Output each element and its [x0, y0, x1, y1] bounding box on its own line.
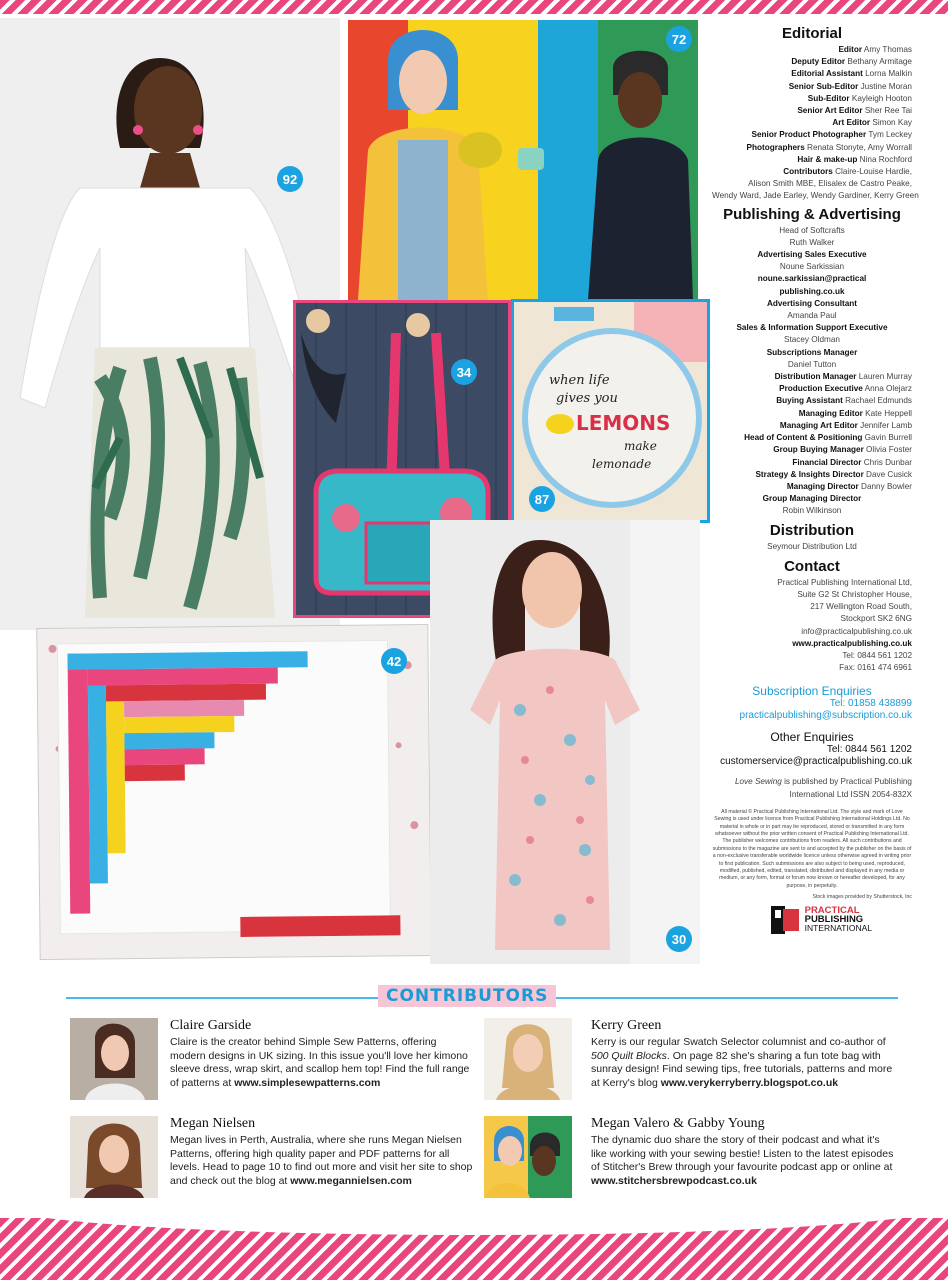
publishing-line [712, 225, 912, 237]
distribution-heading: Distribution [769, 521, 855, 539]
contributor-url[interactable]: www.megannielsen.com [290, 1174, 412, 1187]
editorial-person: Tym Leckey [868, 130, 912, 140]
publishing-row [712, 383, 912, 395]
contributor-bio: Claire is the creator behind Simple Sew Patterns, offering modern designs in UK sizing. In this issue you'll love her kimono sleeve dress, wrap skirt, and scallop hem top! Find the full range of patterns at [170, 1036, 470, 1089]
publishing-person: Rachael Edmunds [845, 396, 912, 406]
publishing-role: Buying Assistant [776, 396, 843, 406]
hoop-text-line1: when life [549, 373, 610, 388]
publishing-line-text: publishing.co.uk [779, 286, 845, 296]
publishing-person: Jennifer Lamb [860, 420, 912, 430]
page-badge-42: 42 [381, 648, 407, 674]
publishing-line [712, 249, 912, 261]
editorial-row [712, 178, 912, 190]
publishing-role: Managing Director [786, 481, 859, 491]
publishing-person: Kate Heppell [865, 408, 912, 418]
stock-credit: Stock images provided by Shutterstock, Inc [812, 894, 912, 901]
editorial-row [712, 93, 912, 105]
editorial-person: Renata Stonyte, Amy Worrall [807, 142, 912, 152]
editorial-row [712, 129, 912, 141]
editorial-role: Senior Product Photographer [751, 130, 867, 140]
editorial-person: Alison Smith MBE, Elisalex de Castro Peake, [748, 179, 912, 189]
contact-address-line: Practical Publishing International Ltd, [777, 577, 912, 587]
publishing-row [712, 432, 912, 444]
editorial-row [712, 68, 912, 80]
contributor-url[interactable]: www.verykerryberry.blogspot.co.uk [660, 1076, 839, 1089]
page-badge-87: 87 [529, 486, 555, 512]
contributor-kerry-green [591, 1018, 896, 1090]
publishing-person: Dave Cusick [866, 469, 912, 479]
avatar-megan-nielsen [70, 1116, 158, 1198]
distribution-text: Seymour Distribution Ltd [767, 541, 857, 551]
page-badge-30: 30 [666, 926, 692, 952]
hoop-text-line3: LEMONS [576, 411, 671, 435]
publishing-line [712, 261, 912, 273]
photo-tea-duo [348, 20, 698, 300]
publishing-line-text: Daniel Tutton [787, 359, 837, 369]
editorial-person: Kayleigh Hooton [851, 93, 912, 103]
publishing-role: Managing Editor [798, 408, 863, 418]
credits-column [712, 24, 919, 934]
contributor-bio: Kerry is our regular Swatch Selector columnist and co-author of [591, 1036, 886, 1048]
publishing-list [712, 225, 912, 371]
top-stripe-border [0, 0, 948, 14]
publishing-role: Group Buying Manager [773, 445, 864, 455]
editorial-row [712, 117, 912, 129]
publishing-row [712, 481, 912, 493]
contributor-url[interactable]: www.simplesewpatterns.com [234, 1076, 381, 1089]
editorial-person: Amy Thomas [863, 45, 912, 54]
logo-line1: PRACTICAL [804, 905, 860, 917]
publishing-row [712, 408, 912, 420]
page-badge-92: 92 [277, 166, 303, 192]
photo-patchwork-cushion [36, 624, 431, 960]
editorial-person: Lorna Malkin [865, 69, 912, 79]
publishing-row [712, 420, 912, 432]
contributor-name: Megan Nielsen [170, 1116, 256, 1131]
editorial-row [712, 56, 912, 68]
publishing-line [712, 237, 912, 249]
editorial-person: Justine Moran [860, 81, 912, 91]
page-badge-34: 34 [451, 359, 477, 385]
editorial-row [712, 81, 912, 93]
legal-text: All material © Practical Publishing International Ltd. The style and mark of Love Sewing is used under licence from Practical Publishing International Holdings Ltd. No material in whole or in part may be reproduced, stored or transmitted in any form whatsoever without the prior written consent of Practical Publishing International Ltd. The publisher welcomes contributions from readers. All such contributions and submissions to the magazine are sent to and accepted by the publisher on the basis of a non-exclusive transferable worldwide licence unless otherwise agreed in writing prior to first publication. Such submissions are also subject to being used, reproduced, modified, published, edited, translated, distributed and displayed in any media or medium, or any form, format or forum now known or hereafter developed, for any purpose, in perpetuity. [712, 808, 912, 889]
photo-floral-dress-model [430, 520, 700, 964]
avatar-claire-garside [70, 1018, 158, 1100]
subscription-tel: Tel: 01858 438899 [829, 698, 912, 710]
publishing-person: Gavin Burrell [864, 433, 912, 443]
publishing-line-text: noune.sarkissian@practical [757, 274, 867, 284]
contact-address-line[interactable]: info@practicalpublishing.co.uk [801, 626, 912, 636]
publishing-role: Managing Art Editor [779, 420, 858, 430]
publishing-person: Danny Bowler [861, 481, 912, 491]
contact-website[interactable]: www.practicalpublishing.co.uk [792, 638, 912, 648]
contact-address-line: Stockport SK2 6NG [840, 614, 912, 624]
publishing-line-text: Head of Softcrafts [779, 225, 845, 235]
contributor-name: Megan Valero & Gabby Young [591, 1116, 765, 1131]
editorial-person: Nina Rochford [859, 154, 912, 164]
publishing-line-text: Subscriptions Manager [766, 347, 858, 357]
publishing-person: Chris Dunbar [863, 457, 912, 467]
publishing-role: Distribution Manager [774, 372, 857, 382]
publishing-row [712, 371, 912, 383]
publishing-line [712, 347, 912, 359]
contributor-name: Kerry Green [591, 1018, 662, 1033]
contributor-book: 500 Quilt Blocks [591, 1049, 667, 1062]
editorial-row [712, 142, 912, 154]
editorial-role: Art Editor [832, 118, 871, 128]
contributors-heading: CONTRIBUTORS [378, 985, 556, 1007]
editorial-role: Senior Sub-Editor [788, 81, 859, 91]
imprint-title: Love Sewing [734, 777, 782, 787]
contact-address [712, 577, 912, 638]
other-email[interactable]: customerservice@practicalpublishing.co.uk [720, 756, 912, 768]
publishing-line-text: Ruth Walker [789, 237, 835, 247]
publishing-roles-list [712, 371, 912, 493]
editorial-row [712, 105, 912, 117]
publishing-line [712, 334, 912, 346]
publishing-person: Anna Olejarz [864, 384, 912, 394]
publisher-logo [712, 906, 912, 934]
editorial-role: Editorial Assistant [791, 69, 863, 79]
contact-fax: Fax: 0161 474 6961 [839, 663, 912, 673]
publishing-heading: Publishing & Advertising [723, 205, 901, 223]
hoop-text-line4: make [624, 439, 657, 453]
editorial-heading: Editorial [781, 25, 842, 42]
editorial-person: Bethany Armitage [847, 57, 912, 67]
contact-tel: Tel: 0844 561 1202 [842, 650, 912, 660]
avatar-kerry-green [484, 1018, 572, 1100]
editorial-role: Editor [838, 45, 863, 54]
contributor-megan-gabby [591, 1116, 896, 1188]
editorial-row [712, 44, 912, 56]
contributor-claire-garside [170, 1018, 475, 1090]
publishing-row [712, 444, 912, 456]
publishing-line [712, 298, 912, 310]
publishing-role: Head of Content & Positioning [744, 433, 863, 443]
publishing-line-text: Amanda Paul [787, 311, 837, 321]
contact-heading: Contact [784, 557, 840, 575]
editorial-role: Sub-Editor [807, 93, 850, 103]
publishing-row [712, 469, 912, 481]
publishing-person: Lauren Murray [858, 372, 912, 382]
subscription-heading: Subscription Enquiries [752, 684, 872, 699]
publishing-line [712, 359, 912, 371]
publishing-line-text: Noune Sarkissian [779, 262, 845, 272]
editorial-role: Hair & make-up [797, 154, 858, 164]
contributor-bio: The dynamic duo share the story of their podcast and what it's like working with your sewing bestie! Listen to the latest episodes of Stitcher's Brew through your favourite podcast app or online at [591, 1134, 894, 1173]
publishing-line [712, 310, 912, 322]
publishing-line-text: Stacey Oldman [784, 335, 840, 345]
logo-line3: INTERNATIONAL [804, 923, 872, 934]
other-tel: Tel: 0844 561 1202 [826, 744, 912, 756]
contributor-bio: Megan lives in Perth, Australia, where she runs Megan Nielsen Patterns, offering high quality paper and PDF patterns for all levels. Head to page 10 to find out more and visit her site to shop and check out the blog at [170, 1134, 473, 1187]
logo-line2: PUBLISHING [804, 914, 864, 926]
publishing-role: Strategy & Insights Director [755, 469, 864, 479]
publishing-line [712, 273, 912, 285]
publishing-role: Financial Director [792, 457, 862, 467]
publishing-line-text: Advertising Consultant [766, 298, 858, 308]
publishing-row [712, 457, 912, 469]
avatar-megan-gabby [484, 1116, 572, 1198]
publishing-line [712, 286, 912, 298]
subscription-email[interactable]: practicalpublishing@subscription.co.uk [739, 710, 912, 722]
contributor-megan-nielsen [170, 1116, 475, 1188]
photo-palm-skirt-model [0, 18, 340, 630]
contributor-name: Claire Garside [170, 1018, 252, 1033]
contact-address-line: 217 Wellington Road South, [810, 602, 912, 612]
publishing-person: Olivia Foster [866, 445, 912, 455]
editorial-row [712, 190, 919, 202]
contributor-bio-cont: . On page 82 she's sharing a fun tote bag with sunray design! Find sewing tips, free tutorials, patterns and more at Kerry's blog [591, 1049, 893, 1089]
editorial-person: Sher Ree Tai [864, 106, 912, 116]
editorial-row [712, 166, 912, 178]
editorial-role: Deputy Editor [791, 57, 846, 67]
gmd-role: Group Managing Director [762, 494, 862, 504]
publishing-line-text: Sales & Information Support Executive [736, 323, 888, 333]
editorial-person: Wendy Ward, Jade Earley, Wendy Gardiner, Kerry Green [712, 191, 919, 201]
editorial-list [712, 44, 919, 203]
other-heading: Other Enquiries [770, 730, 854, 745]
publisher-logo-mark [771, 906, 801, 934]
publishing-line-text: Advertising Sales Executive [757, 250, 867, 260]
publishing-row [712, 395, 912, 407]
contact-address-line: Suite G2 St Christopher House, [797, 589, 912, 599]
editorial-person: Simon Kay [872, 118, 912, 128]
gmd-name: Robin Wilkinson [782, 506, 842, 516]
publishing-role: Production Executive [779, 384, 863, 394]
editorial-row [712, 154, 912, 166]
contributor-url[interactable]: www.stitchersbrewpodcast.co.uk [591, 1174, 757, 1187]
editorial-role: Contributors [783, 167, 833, 177]
publishing-line [712, 322, 912, 334]
imprint-text: is published by Practical Publishing International Ltd ISSN 2054-832X [781, 777, 912, 799]
page-badge-72: 72 [666, 26, 692, 52]
editorial-role: Senior Art Editor [797, 106, 863, 116]
editorial-role: Photographers [746, 142, 805, 152]
hoop-text-line5: lemonade [592, 457, 652, 471]
editorial-person: Claire-Louise Hardie, [835, 167, 912, 177]
hoop-text-line2: gives you [556, 391, 618, 406]
